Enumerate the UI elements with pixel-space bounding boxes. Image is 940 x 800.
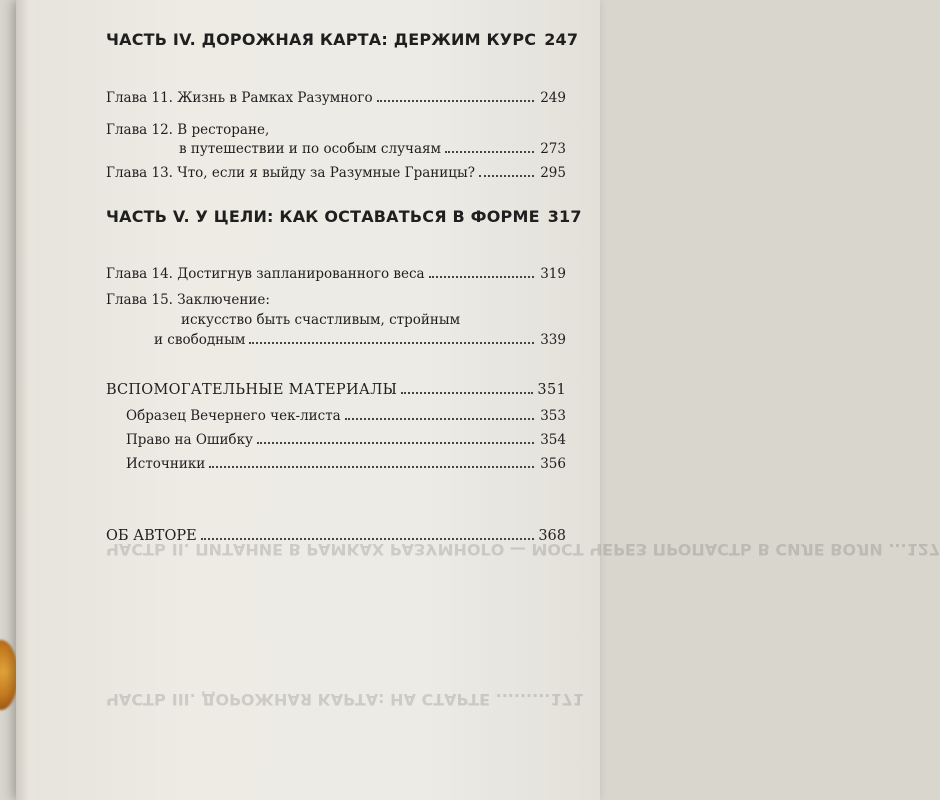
toc-chapter-15-title-cont2: и свободным [154,332,246,348]
toc-chapter-12-cont[interactable] [179,141,566,157]
toc-aux-checklist[interactable] [126,408,566,424]
toc-part-5-page: 317 [547,207,582,226]
toc-aux-right-to-error-title: Право на Ошибку [126,432,253,448]
toc-chapter-11-title: Глава 11. Жизнь в Рамках Разумного [106,90,373,106]
toc-part-4[interactable] [106,30,579,49]
toc-chapter-11[interactable] [106,90,566,106]
bleed-through-text: ЧАСТЬ II. ПИТАНИЕ В РАМКАХ РАЗУМНОГО — МОСТ ЧЕРЕЗ ПРОПАСТЬ В СИЛЕ ВОЛИ ...127 [106,540,940,559]
toc-chapter-12[interactable] [106,122,566,138]
toc-chapter-15-page: 339 [540,332,566,348]
toc-chapter-12-title: Глава 12. В ресторане, [106,122,270,138]
dot-leader [429,276,534,278]
toc-aux-materials-page: 351 [537,382,566,398]
dot-leader [209,466,534,468]
toc-chapter-15-title-cont1: искусство быть счастливым, стройным [181,312,461,328]
toc-chapter-11-page: 249 [540,90,566,106]
toc-chapter-12-page: 273 [540,141,566,157]
bleed-through-text-2: ЧАСТЬ III. ДОРОЖНАЯ КАРТА: НА СТАРТЕ .........171 [106,690,584,709]
toc-part-4-title: ЧАСТЬ IV. ДОРОЖНАЯ КАРТА: ДЕРЖИМ КУРС [106,30,537,49]
toc-aux-materials-title: ВСПОМОГАТЕЛЬНЫЕ МАТЕРИАЛЫ [106,382,398,398]
dot-leader [401,392,533,394]
toc-aux-materials[interactable] [106,382,566,398]
dot-leader [249,342,534,344]
dot-leader [445,151,534,153]
book-page [16,0,940,800]
toc-part-4-page: 247 [544,30,579,49]
toc-aux-sources-page: 356 [540,456,566,472]
toc-chapter-12-title-cont: в путешествии и по особым случаям [179,141,442,157]
toc-aux-right-to-error-page: 354 [540,432,566,448]
toc-chapter-13-title: Глава 13. Что, если я выйду за Разумные Границы? [106,165,475,181]
table-of-contents [106,0,582,800]
toc-chapter-15-cont2[interactable] [154,332,566,348]
toc-chapter-14-page: 319 [540,266,566,282]
toc-about-author[interactable] [106,528,566,544]
toc-aux-sources[interactable] [126,456,566,472]
dot-leader [479,175,534,177]
toc-about-author-page: 368 [538,528,566,544]
toc-part-5-title: ЧАСТЬ V. У ЦЕЛИ: КАК ОСТАВАТЬСЯ В ФОРМЕ [106,207,540,226]
toc-aux-right-to-error[interactable] [126,432,566,448]
toc-about-author-title: ОБ АВТОРЕ [106,528,197,544]
dot-leader [201,538,534,540]
dot-leader [377,100,534,102]
toc-chapter-14[interactable] [106,266,566,282]
toc-chapter-13-page: 295 [540,165,566,181]
dot-leader [345,418,534,420]
toc-aux-checklist-page: 353 [540,408,566,424]
toc-aux-sources-title: Источники [126,456,206,472]
toc-aux-checklist-title: Образец Вечернего чек-листа [126,408,341,424]
dot-leader [257,442,534,444]
toc-chapter-14-title: Глава 14. Достигнув запланированного веса [106,266,425,282]
toc-part-5[interactable] [106,207,582,226]
toc-chapter-15[interactable] [106,292,566,308]
toc-chapter-13[interactable] [106,165,566,181]
page-gutter [16,0,38,800]
toc-chapter-15-cont1[interactable] [181,312,566,328]
toc-chapter-15-title: Глава 15. Заключение: [106,292,270,308]
